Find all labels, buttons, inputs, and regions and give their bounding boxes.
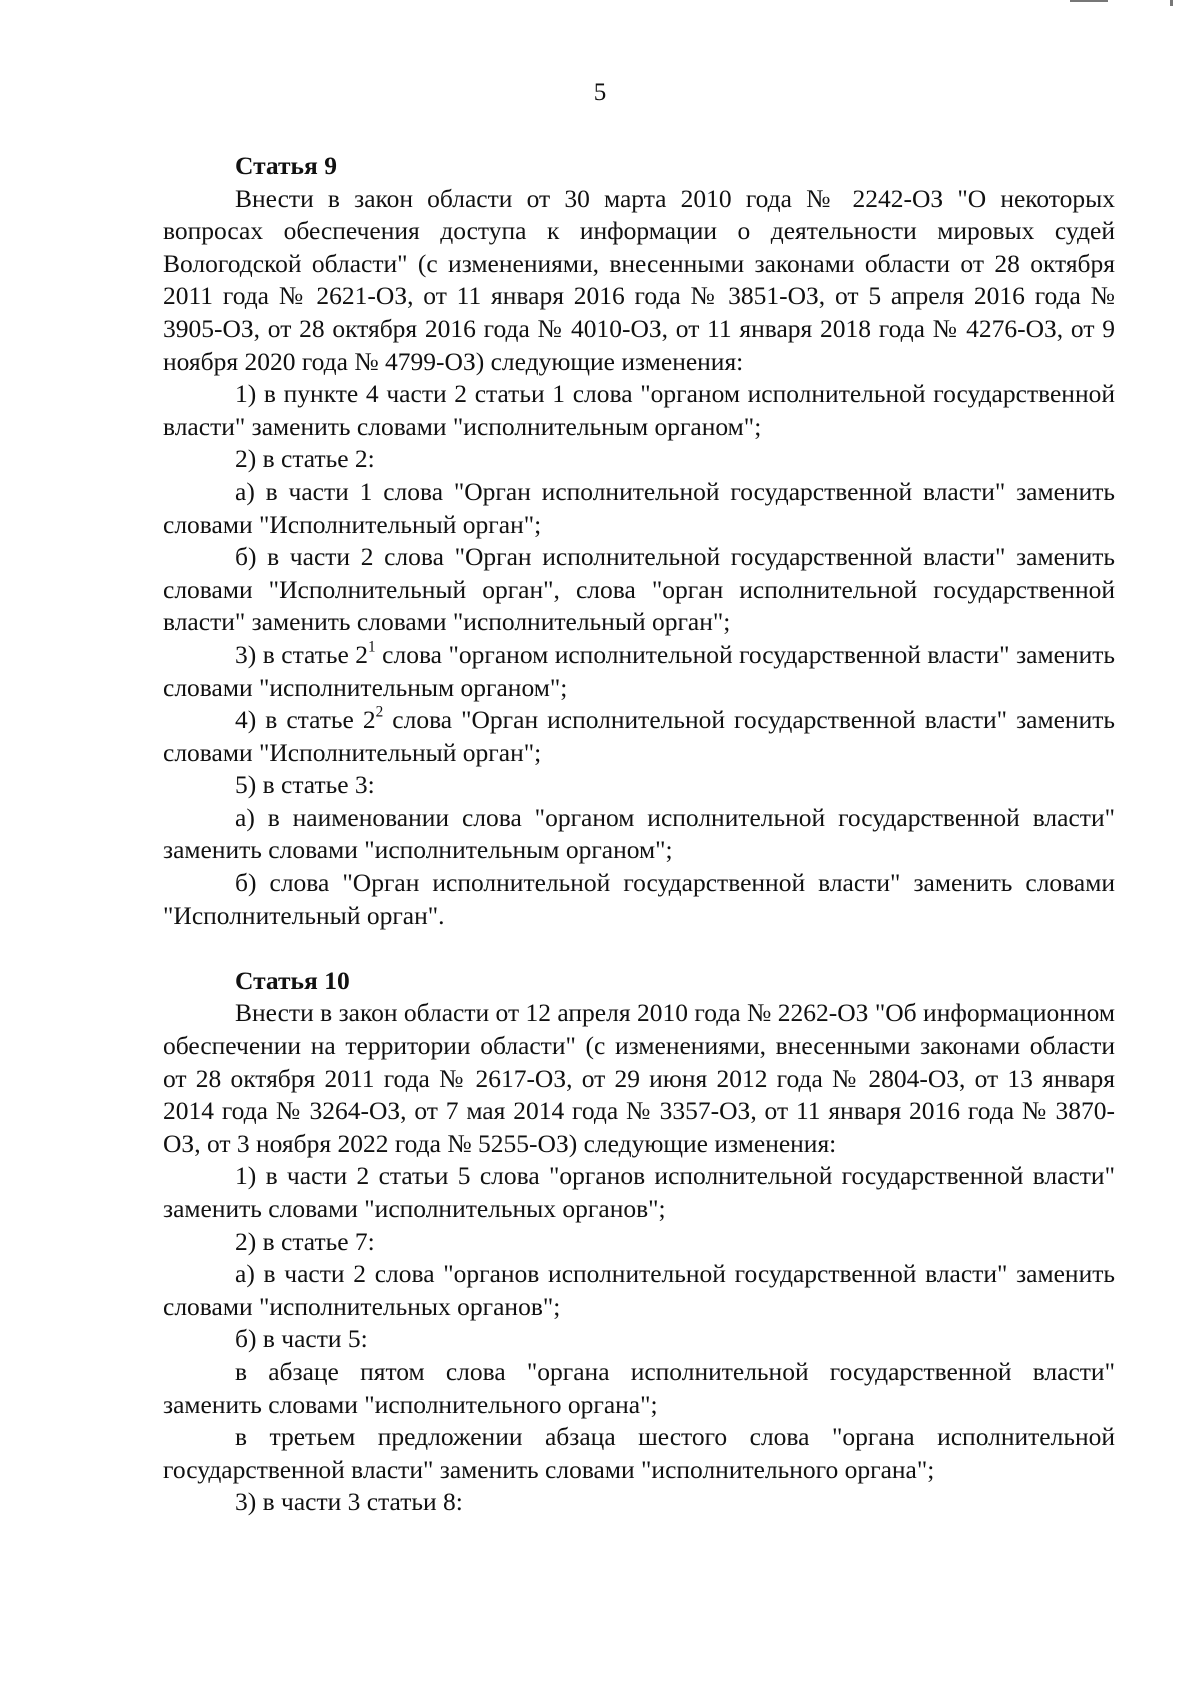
- paragraph-item-2a: а) в части 2 слова "органов исполнительной государственной власти" заменить словами "исполнительных органов";: [163, 1259, 1115, 1321]
- paragraph-item-2: 2) в статье 7:: [235, 1226, 375, 1256]
- paragraph-sub-5: в абзаце пятом слова "органа исполнительной государственной власти" заменить словами "исполнительного органа";: [163, 1356, 1115, 1419]
- article-title: Статья 9: [235, 151, 337, 180]
- paragraph-intro: Внести в закон области от 12 апреля 2010 года № 2262-ОЗ "Об информационном обеспечении на территории области" (с изменениями, внесенными законами области от 28 октября 2011 года № 2617-ОЗ, от 29 июня 2012 года № 2804-ОЗ, от 13 января 2014 года № 3264-ОЗ, от 7 мая 2014 года № 3357-ОЗ, от 11 января 2016 года № 3870-ОЗ, от 3 ноября 2022 года № 5255-ОЗ) следующие изменения:: [163, 998, 1115, 1158]
- paragraph-item-5: 5) в статье 3:: [235, 770, 375, 800]
- paragraph-text-start: 3) в статье 2: [235, 639, 369, 669]
- paragraph-item-3: 3) в части 3 статьи 8:: [235, 1487, 463, 1517]
- superscript-index: 1: [368, 638, 376, 656]
- scan-edge-mark: [1070, 0, 1190, 6]
- article-9: [163, 150, 1115, 932]
- superscript-index: 2: [375, 703, 384, 721]
- document-body: [163, 150, 1115, 1519]
- paragraph-sub-6: в третьем предложении абзаца шестого слова "органа исполнительной государственной власти" заменить словами "исполнительного органа";: [163, 1422, 1115, 1484]
- paragraph-intro: Внести в закон области от 30 марта 2010 года № 2242-ОЗ "О некоторых вопросах обеспечения доступа к информации о деятельности мировых судей Вологодской области" (с изменениями, внесенными законами области от 28 октября 2011 года № 2621-ОЗ, от 11 января 2016 года № 3851-ОЗ, от 5 апреля 2016 года № 3905-ОЗ, от 28 октября 2016 года № 4010-ОЗ, от 11 января 2018 года № 4276-ОЗ, от 9 ноября 2020 года № 4799-ОЗ) следующие изменения:: [163, 183, 1115, 376]
- page-number: 5: [593, 79, 607, 106]
- paragraph-item-2a: а) в части 1 слова "Орган исполнительной государственной власти" заменить словами "Исполнительный орган";: [163, 476, 1115, 539]
- paragraph-item-1: 1) в пункте 4 части 2 статьи 1 слова "органом исполнительной государственной власти" заменить словами "исполнительным органом";: [163, 379, 1115, 441]
- paragraph-text-end: слова "Орган исполнительной государственной власти" заменить словами "Исполнительный орган";: [163, 705, 1115, 767]
- paragraph-item-4: [163, 704, 1115, 769]
- article-10: [163, 965, 1115, 1519]
- paragraph-item-1: 1) в части 2 статьи 5 слова "органов исполнительной государственной власти" заменить словами "исполнительных органов";: [163, 1161, 1115, 1223]
- paragraph-text-end: слова "органом исполнительной государственной власти" заменить словами "исполнительным органом";: [163, 639, 1115, 702]
- article-title: Статья 10: [235, 965, 350, 995]
- paragraph-item-2: 2) в статье 2:: [235, 444, 375, 474]
- paragraph-item-2b: б) в части 5:: [235, 1324, 368, 1354]
- paragraph-item-5b: б) слова "Орган исполнительной государственной власти" заменить словами "Исполнительный орган".: [163, 868, 1115, 930]
- paragraph-item-2b: б) в части 2 слова "Орган исполнительной государственной власти" заменить словами "Исполнительный орган", слова "орган исполнительной государственной власти" заменить словами "исполнительный орган";: [163, 542, 1115, 637]
- paragraph-text-start: 4) в статье 2: [235, 705, 376, 735]
- paragraph-item-5a: а) в наименовании слова "органом исполнительной государственной власти" заменить словами "исполнительным органом";: [163, 802, 1115, 865]
- paragraph-item-3: [163, 639, 1115, 704]
